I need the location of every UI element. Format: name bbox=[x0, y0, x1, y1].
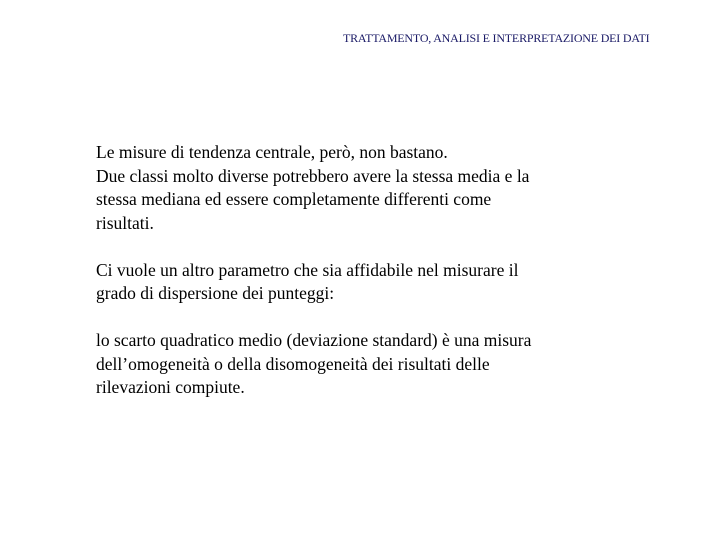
text-line: Le misure di tendenza centrale, però, non bastano. bbox=[96, 142, 448, 162]
paragraph-dispersion bbox=[96, 259, 656, 306]
paragraph-central-tendency bbox=[96, 141, 656, 235]
slide-body bbox=[96, 141, 656, 423]
text-line: Due classi molto diverse potrebbero avere la stessa media e la bbox=[96, 165, 530, 186]
text-line: risultati. bbox=[96, 212, 154, 233]
text-line: rilevazioni compiute. bbox=[96, 377, 245, 397]
text-line: grado di dispersione dei punteggi: bbox=[96, 283, 335, 303]
text-line: stessa mediana ed essere completamente differenti come bbox=[96, 189, 492, 209]
text-line: Ci vuole un altro parametro che sia affidabile nel misurare il bbox=[96, 259, 519, 280]
slide-header-title: TRATTAMENTO, ANALISI E INTERPRETAZIONE DEI DATI bbox=[343, 31, 650, 45]
text-line: dell’omogeneità o della disomogeneità dei risultati delle bbox=[96, 353, 490, 374]
paragraph-standard-deviation bbox=[96, 329, 656, 400]
text-line: lo scarto quadratico medio (deviazione standard) è una misura bbox=[96, 330, 532, 350]
